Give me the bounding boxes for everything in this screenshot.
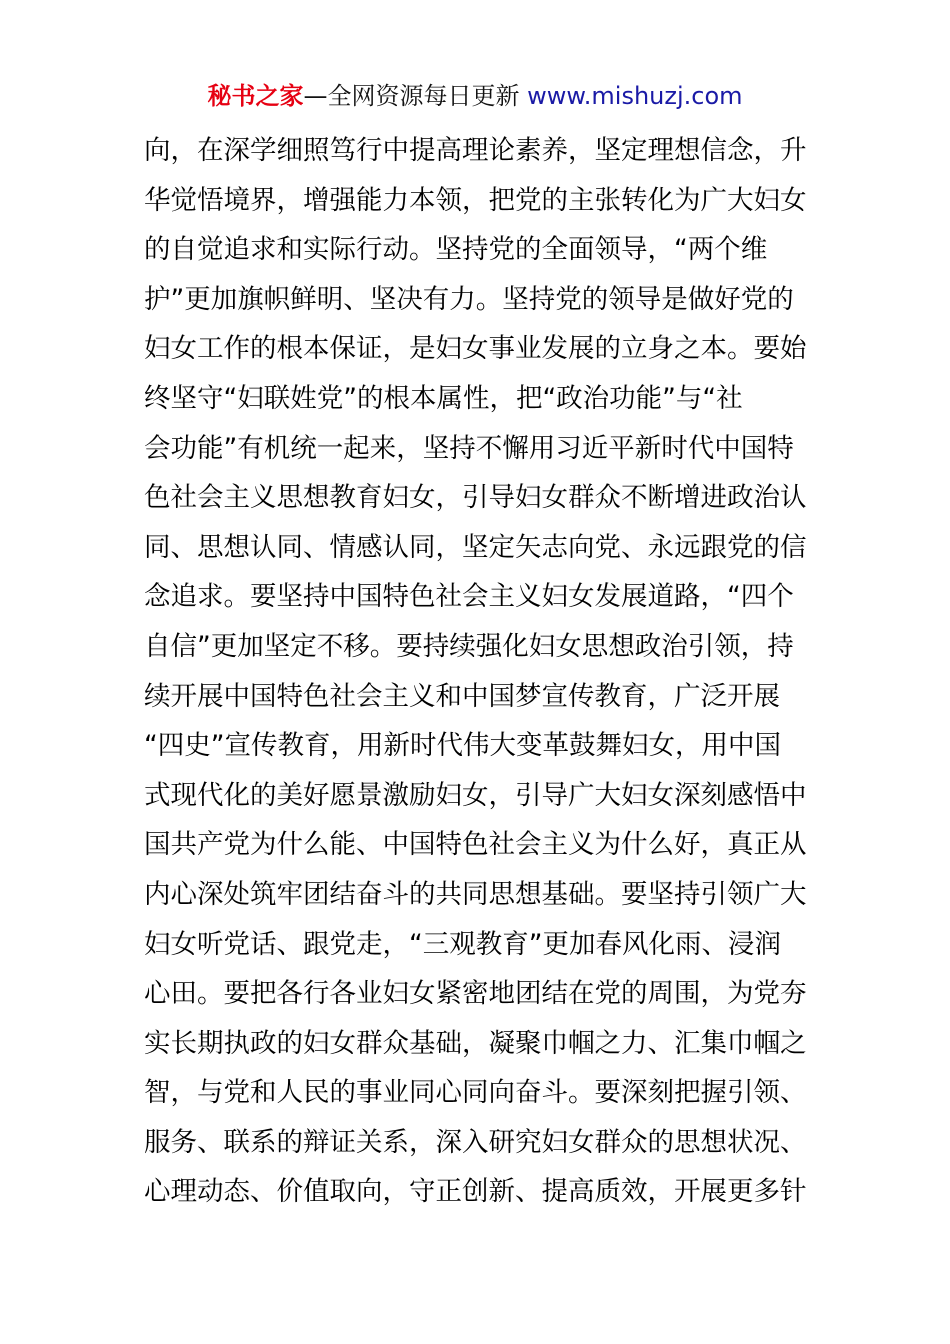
text-line: 自信”更加坚定不移。要持续强化妇女思想政治引领，持 bbox=[144, 630, 794, 662]
text-line: “四史”宣传教育，用新时代伟大变革鼓舞妇女，用中国 bbox=[144, 730, 781, 762]
text-line: 妇女工作的根本保证，是妇女事业发展的立身之本。要始 bbox=[144, 333, 807, 365]
text-line: 实长期执政的妇女群众基础，凝聚巾帼之力、汇集巾帼之 bbox=[144, 1027, 807, 1059]
text-line: 同、思想认同、情感认同，坚定矢志向党、永远跟党的信 bbox=[144, 531, 807, 563]
page-header bbox=[0, 80, 950, 112]
site-tagline: —全网资源每日更新 bbox=[303, 82, 520, 110]
text-line: 会功能”有机统一起来，坚持不懈用习近平新时代中国特 bbox=[144, 432, 794, 464]
text-line: 的自觉追求和实际行动。坚持党的全面领导，“两个维 bbox=[144, 234, 768, 266]
text-line: 内心深处筑牢团结奋斗的共同思想基础。要坚持引领广大 bbox=[144, 878, 807, 910]
text-line: 终坚守“妇联姓党”的根本属性，把“政治功能”与“社 bbox=[144, 382, 743, 414]
text-line: 护”更加旗帜鲜明、坚决有力。坚持党的领导是做好党的 bbox=[144, 283, 794, 315]
text-line: 服务、联系的辩证关系，深入研究妇女群众的思想状况、 bbox=[144, 1126, 807, 1158]
text-line: 续开展中国特色社会主义和中国梦宣传教育，广泛开展 bbox=[144, 680, 780, 712]
site-url-link[interactable]: www.mishuzj.com bbox=[527, 82, 743, 110]
site-brand: 秘书之家 bbox=[207, 82, 304, 110]
text-line: 心理动态、价值取向，守正创新、提高质效，开展更多针 bbox=[144, 1176, 807, 1208]
text-line: 智，与党和人民的事业同心同向奋斗。要深刻把握引领、 bbox=[144, 1077, 807, 1109]
text-line: 妇女听党话、跟党走，“三观教育”更加春风化雨、浸润 bbox=[144, 928, 781, 960]
text-line: 心田。要把各行各业妇女紧密地团结在党的周围，为党夯 bbox=[144, 978, 807, 1010]
text-line: 华觉悟境界，增强能力本领，把党的主张转化为广大妇女 bbox=[144, 184, 807, 216]
document-body bbox=[144, 126, 812, 1217]
text-line: 色社会主义思想教育妇女，引导妇女群众不断增进政治认 bbox=[144, 482, 807, 514]
text-line: 式现代化的美好愿景激励妇女，引导广大妇女深刻感悟中 bbox=[144, 779, 807, 811]
text-line: 向，在深学细照笃行中提高理论素养，坚定理想信念，升 bbox=[144, 135, 807, 166]
text-line: 国共产党为什么能、中国特色社会主义为什么好，真正从 bbox=[144, 829, 807, 861]
text-line: 念追求。要坚持中国特色社会主义妇女发展道路，“四个 bbox=[144, 581, 794, 613]
